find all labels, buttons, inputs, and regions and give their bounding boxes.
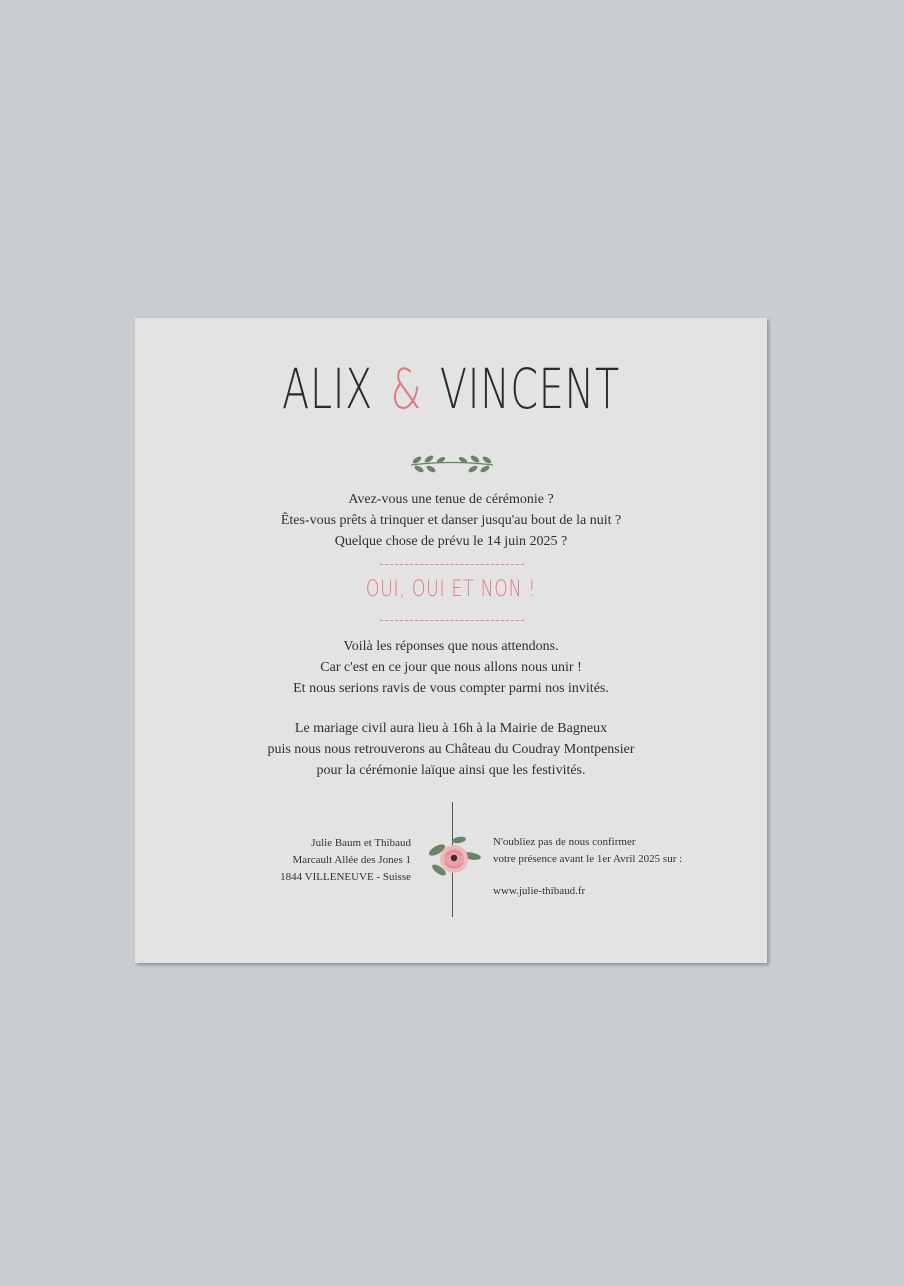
address-line: Marcault Allée des Jones 1 [292,854,411,866]
body-line: Car c'est en ce jour que nous allons nous unir ! [320,660,582,675]
body-paragraph-2 [135,718,767,781]
body-line: Le mariage civil aura lieu à 16h à la Mairie de Bagneux [294,721,608,736]
name-second: VINCENT [439,357,620,421]
intro-line: Quelque chose de prévu le 14 juin 2025 ? [334,534,568,549]
body-line: puis nous nous retrouverons au Château du Coudray Montpensier [267,742,635,757]
address-line: 1844 VILLENEUVE - Suisse [280,871,411,883]
ampersand: & [390,357,423,421]
couple-names-title [223,356,678,422]
dashed-divider-top [380,564,524,565]
rose-flower-icon [425,832,483,886]
body-line: Et nous serions ravis de vous compter parmi nos invités. [293,681,609,696]
invitation-card [135,318,767,963]
name-first: ALIX [282,357,374,421]
leaf-branch-icon [407,454,497,476]
body-paragraph-1 [135,636,767,699]
address-line: Julie Baum et Thibaud [311,837,411,849]
answer-heading: OUI, OUI ET NON ! [365,577,537,602]
body-line: pour la cérémonie laïque ainsi que les festivités. [316,763,586,778]
rsvp-line: votre présence avant le 1er Avril 2025 sur : [493,853,683,865]
rsvp-note [493,834,682,900]
sender-address [280,835,411,886]
intro-questions [135,489,767,552]
intro-line: Avez-vous une tenue de cérémonie ? [348,492,554,507]
rsvp-website: www.julie-thibaud.fr [493,885,586,897]
body-line: Voilà les réponses que nous attendons. [343,639,559,654]
intro-line: Êtes-vous prêts à trinquer et danser jusqu'au bout de la nuit ? [280,513,622,528]
dashed-divider-bottom [380,620,524,621]
rsvp-line: N'oubliez pas de nous confirmer [493,836,636,848]
